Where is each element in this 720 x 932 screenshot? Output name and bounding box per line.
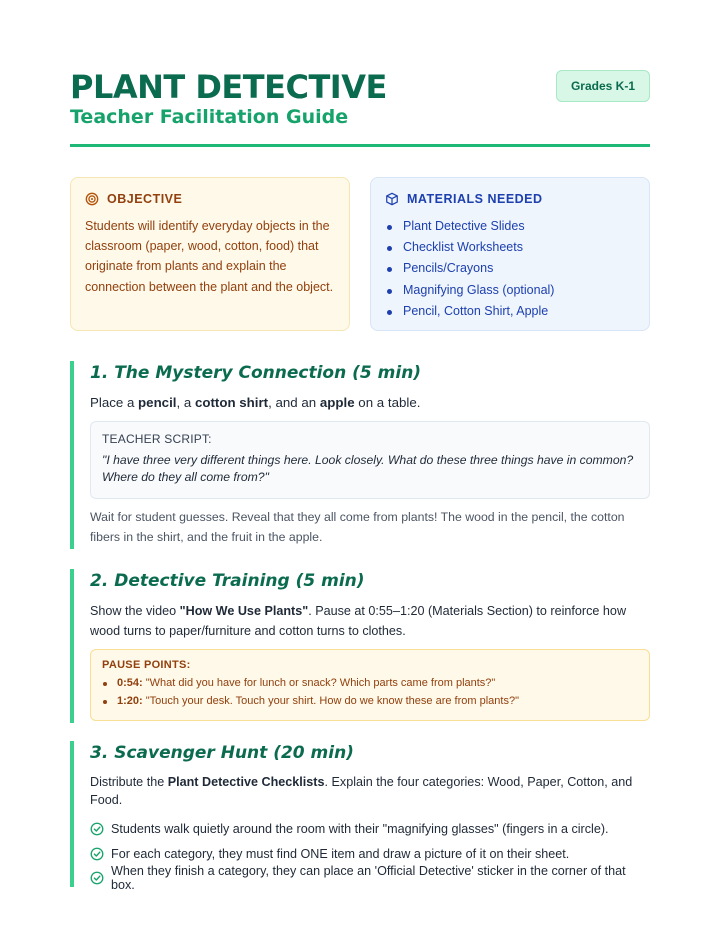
target-icon xyxy=(85,192,99,206)
section-detective-training xyxy=(70,569,650,723)
step-text: For each category, they must find ONE item and draw a picture of it on their sheet. xyxy=(111,846,570,861)
materials-item: Magnifying Glass (optional) xyxy=(385,280,554,301)
section-intro xyxy=(90,773,650,809)
intro-text: Distribute the xyxy=(90,775,168,789)
pause-point xyxy=(102,693,638,711)
pause-time: 0:54: xyxy=(117,677,143,689)
section-scavenger-hunt xyxy=(70,741,650,893)
materials-item: Pencil, Cotton Shirt, Apple xyxy=(385,301,554,322)
step-text: Students walk quietly around the room with their "magnifying glasses" (fingers in a circle). xyxy=(111,822,609,837)
intro-emphasis: pencil xyxy=(138,395,177,410)
section-intro xyxy=(90,393,650,413)
section-title: 2. Detective Training (5 min) xyxy=(90,571,365,591)
pause-text: "What did you have for lunch or snack? Which parts came from plants?" xyxy=(142,677,496,689)
intro-emphasis: cotton shirt xyxy=(194,395,269,410)
steps-list xyxy=(90,817,650,891)
intro-text: Place a xyxy=(90,395,139,410)
materials-item: Checklist Worksheets xyxy=(385,237,554,258)
objective-heading xyxy=(85,192,182,206)
materials-card xyxy=(370,177,650,331)
intro-emphasis: Plant Detective Checklists xyxy=(167,775,325,789)
teacher-script-quote: "I have three very different things here. Look closely. What do these three things have in common? Where do they all come from?" xyxy=(102,453,634,484)
teacher-script-box xyxy=(90,421,650,499)
intro-text: on a table. xyxy=(354,395,421,410)
section-mystery-connection xyxy=(70,361,650,549)
materials-label: MATERIALS NEEDED xyxy=(407,192,543,206)
intro-text: . Pause at 0:55–1:20 (Materials Section) to reinforce how wood turns to paper/furniture and cotton turns to clothes. xyxy=(90,604,627,638)
step-text: When they finish a category, they can place an 'Official Detective' sticker in the corner of that box. xyxy=(111,864,626,893)
section-title: 3. Scavenger Hunt (20 min) xyxy=(90,743,354,763)
section-title: 1. The Mystery Connection (5 min) xyxy=(90,363,422,383)
header-divider xyxy=(70,144,650,147)
intro-text: . Explain the four categories: Wood, Paper, Cotton, and Food. xyxy=(90,775,633,807)
intro-text: , a xyxy=(176,395,195,410)
pause-points-box xyxy=(90,649,650,721)
step-item xyxy=(90,842,650,867)
pause-points-list xyxy=(102,675,638,710)
cube-icon xyxy=(385,192,399,206)
page-title: PLANT DETECTIVE xyxy=(70,68,387,106)
pause-points-label: PAUSE POINTS: xyxy=(102,659,191,671)
intro-emphasis: apple xyxy=(319,395,355,410)
grade-badge: Grades K-1 xyxy=(556,70,650,102)
objective-text: Students will identify everyday objects in the classroom (paper, wood, cotton, food) that originate from plants and explain the connection between the plant and the object. xyxy=(85,219,334,294)
step-item xyxy=(90,817,650,842)
objective-card xyxy=(70,177,350,331)
section-note: Wait for student guesses. Reveal that they all come from plants! The wood in the pencil, the cotton fibers in the shirt, and the fruit in the apple. xyxy=(90,510,625,544)
objective-label: OBJECTIVE xyxy=(107,192,183,206)
check-circle-icon xyxy=(90,847,104,861)
check-circle-icon xyxy=(90,822,104,836)
page-subtitle: Teacher Facilitation Guide xyxy=(70,106,349,128)
pause-time: 1:20: xyxy=(117,694,143,707)
materials-heading xyxy=(385,192,543,206)
step-item xyxy=(90,866,650,891)
intro-text: Show the video xyxy=(90,604,180,618)
materials-item: Pencils/Crayons xyxy=(385,258,554,279)
check-circle-icon xyxy=(90,871,104,885)
materials-list xyxy=(385,216,554,322)
page-header xyxy=(70,68,650,148)
materials-item: Plant Detective Slides xyxy=(385,216,554,237)
intro-emphasis: "How We Use Plants" xyxy=(179,604,309,618)
section-intro xyxy=(90,601,650,641)
teacher-script-label: TEACHER SCRIPT: xyxy=(102,432,212,446)
pause-text: "Touch your desk. Touch your shirt. How do we know these are from plants?" xyxy=(142,694,519,707)
intro-text: , and an xyxy=(268,395,320,410)
pause-point xyxy=(102,675,638,693)
